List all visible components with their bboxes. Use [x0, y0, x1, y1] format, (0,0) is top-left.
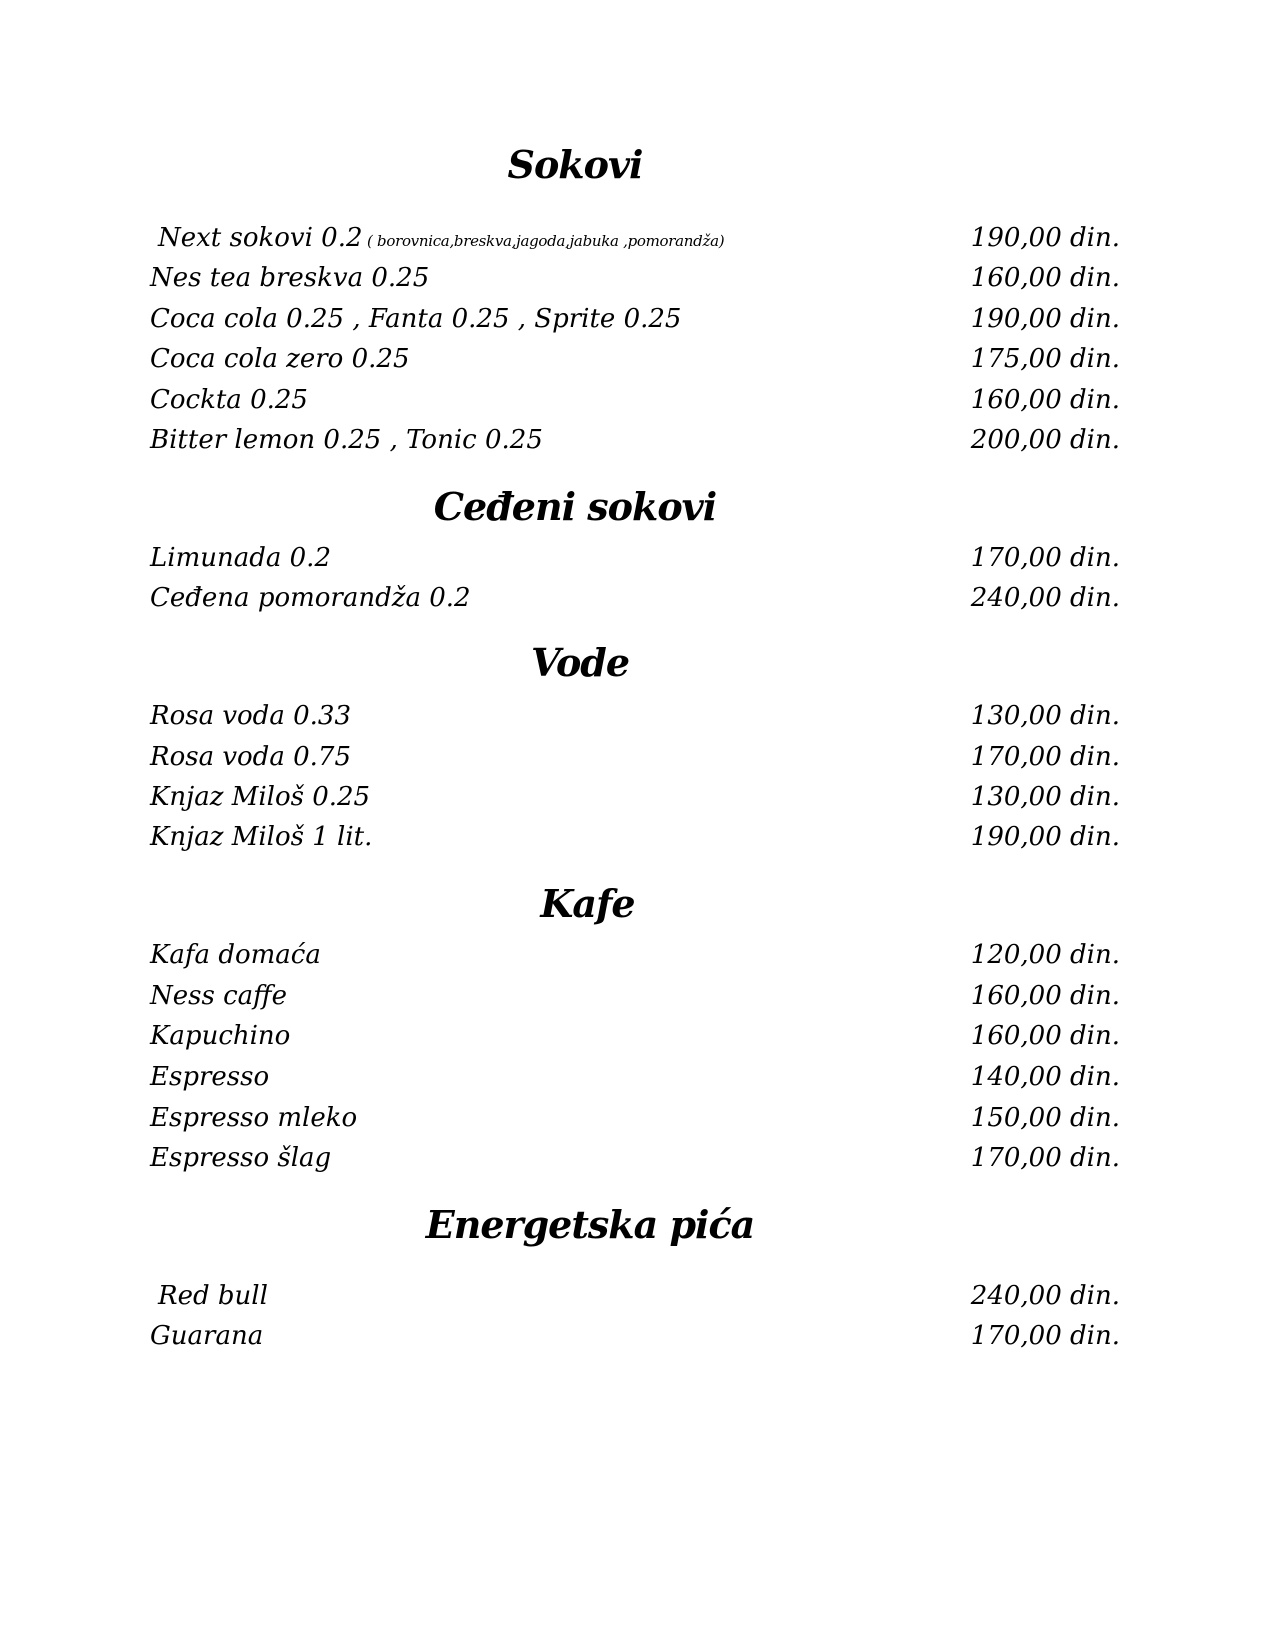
- item-price: 175,00 din.: [970, 344, 1120, 374]
- item-name: Espresso mleko: [150, 1103, 358, 1133]
- menu-item: [150, 935, 1120, 975]
- section-title-kafe: Kafe: [540, 881, 635, 926]
- item-name: Guarana: [150, 1321, 264, 1351]
- item-name: Kapuchino: [150, 1021, 291, 1051]
- item-name: Coca cola zero 0.25: [150, 344, 410, 374]
- menu-item: [150, 218, 1120, 258]
- item-name: Bitter lemon 0.25 , Tonic 0.25: [150, 425, 543, 455]
- menu-item: [150, 380, 1120, 420]
- item-price: 160,00 din.: [970, 385, 1120, 415]
- section-title-sokovi: Sokovi: [507, 142, 643, 187]
- item-price: 190,00 din.: [970, 822, 1120, 852]
- menu-item: [150, 299, 1120, 339]
- menu-item: [150, 339, 1120, 379]
- menu-item: [150, 420, 1120, 460]
- item-price: 170,00 din.: [970, 1321, 1120, 1351]
- section-title-energetska-pica: Energetska pića: [425, 1202, 755, 1247]
- item-price: 170,00 din.: [970, 1143, 1120, 1173]
- item-name: Coca cola 0.25 , Fanta 0.25 , Sprite 0.25: [150, 304, 682, 334]
- section-title-vode: Vode: [530, 640, 630, 685]
- item-name: Ness caffe: [150, 981, 287, 1011]
- menu-item: [150, 737, 1120, 777]
- item-price: 130,00 din.: [970, 701, 1120, 731]
- item-price: 190,00 din.: [970, 223, 1120, 253]
- menu-item: [150, 1057, 1120, 1097]
- item-price: 120,00 din.: [970, 940, 1120, 970]
- item-price: 170,00 din.: [970, 543, 1120, 573]
- menu-item: [150, 1276, 1120, 1316]
- item-name: Next sokovi 0.2 ( borovnica,breskva,jagoda,jabuka ,pomorandža): [158, 223, 725, 253]
- menu-item: [150, 1016, 1120, 1056]
- menu-item: [150, 1098, 1120, 1138]
- menu-item: [150, 578, 1120, 618]
- item-price: 160,00 din.: [970, 263, 1120, 293]
- menu-item: [150, 538, 1120, 578]
- menu-item: [150, 258, 1120, 298]
- item-name: Rosa voda 0.75: [150, 742, 351, 772]
- item-note: ( borovnica,breskva,jagoda,jabuka ,pomorandža): [362, 232, 725, 250]
- item-name: Ceđena pomorandža 0.2: [150, 583, 471, 613]
- item-name: Knjaz Miloš 1 lit.: [150, 822, 373, 852]
- item-name: Kafa domaća: [150, 940, 321, 970]
- menu-item: [150, 777, 1120, 817]
- item-name: Espresso: [150, 1062, 270, 1092]
- item-price: 240,00 din.: [970, 583, 1120, 613]
- item-name: Red bull: [158, 1281, 268, 1311]
- item-price: 170,00 din.: [970, 742, 1120, 772]
- item-name: Knjaz Miloš 0.25: [150, 782, 371, 812]
- item-name: Cockta 0.25: [150, 385, 308, 415]
- item-name: Rosa voda 0.33: [150, 701, 351, 731]
- item-name: Nes tea breskva 0.25: [150, 263, 430, 293]
- item-price: 130,00 din.: [970, 782, 1120, 812]
- item-price: 150,00 din.: [970, 1103, 1120, 1133]
- item-name: Limunada 0.2: [150, 543, 331, 573]
- menu-item: [150, 817, 1120, 857]
- item-price: 140,00 din.: [970, 1062, 1120, 1092]
- item-name: Espresso šlag: [150, 1143, 332, 1173]
- menu-item: [150, 1316, 1120, 1356]
- menu-item: [150, 976, 1120, 1016]
- item-price: 160,00 din.: [970, 1021, 1120, 1051]
- item-price: 190,00 din.: [970, 304, 1120, 334]
- item-price: 240,00 din.: [970, 1281, 1120, 1311]
- menu-item: [150, 1138, 1120, 1178]
- item-price: 160,00 din.: [970, 981, 1120, 1011]
- item-price: 200,00 din.: [970, 425, 1120, 455]
- menu-item: [150, 696, 1120, 736]
- section-title-cedjeni-sokovi: Ceđeni sokovi: [433, 484, 717, 529]
